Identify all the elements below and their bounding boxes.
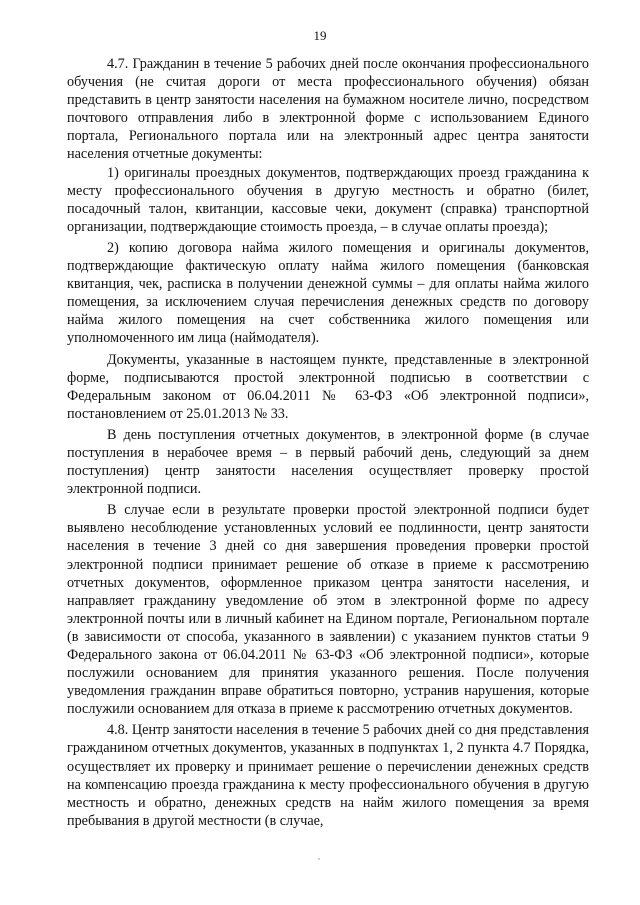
paragraph-electronic-signature: Документы, указанные в настоящем пункте, представленные в электронной форме, подписываются простой электронной подписью в соответствии с Федеральным законом от 06.04.2011 № 63-ФЗ «Об электронной подписи», постановлением от 25.01.2013 № 33. bbox=[67, 351, 589, 422]
paragraph-verification-failure: В случае если в результате проверки простой электронной подписи будет выявлено несоблюдение установленных условий ее подлинности, центр занятости населения в течение 3 дней со дня завершения проведения проверки простой электронной подписи принимает решение об отказе в приеме к рассмотрению отчетных документов, оформленное приказом центра занятости населения, и направляет гражданину уведомление об этом в электронной форме по адресу электронной почты или в личный кабинет на Едином портале, Региональном портале (в зависимости от способа, указанного в заявлении) с указанием пунктов статьи 9 Федерального закона от 06.04.2011 № 63-ФЗ «Об электронной подписи», которые послужили основанием для принятия указанного решения. После получения уведомления гражданин вправе обратиться повторно, устранив нарушения, которые послужили основанием для отказа в приеме к рассмотрению отчетных документов. bbox=[67, 502, 589, 718]
page-number: 19 bbox=[313, 28, 327, 43]
paragraph-4-7-item-1: 1) оригиналы проездных документов, подтверждающих проезд гражданина к месту профессионального обучения в другую местность и обратно (билет, посадочный талон, квитанции, кассовые чеки, документ (справка) транспортной организации, подтверждающие стоимость проезда, – в случае оплаты проезда); bbox=[67, 164, 589, 235]
scan-artifact-dot bbox=[318, 858, 320, 860]
paragraph-4-7-item-2: 2) копию договора найма жилого помещения и оригиналы документов, подтверждающие фактическую оплату найма жилого помещения (банковская квитанция, чек, расписка в получении денежной суммы – для оплаты найма жилого помещения, за исключением случая перечисления денежных средств по договору найма жилого помещения на счет собственника жилого помещения или уполномоченного им лица (наймодателя). bbox=[67, 239, 589, 347]
document-body bbox=[67, 55, 589, 830]
paragraph-verification-day: В день поступления отчетных документов, в электронной форме (в случае поступления в нерабочее время – в первый рабочий день, следующий за днем поступления) центр занятости населения осуществляет проверку простой электронной подписи. bbox=[67, 426, 589, 498]
paragraph-4-7: 4.7. Гражданин в течение 5 рабочих дней после окончания профессионального обучения (не считая дороги от места профессионального обучения) обязан представить в центр занятости населения на бумажном носителе лично, посредством почтового отправления либо в электронной форме с использованием Единого портала, Регионального портала или на электронный адрес центра занятости населения отчетные документы: bbox=[67, 56, 589, 163]
paragraph-4-8: 4.8. Центр занятости населения в течение 5 рабочих дней со дня представления гражданином отчетных документов, указанных в подпунктах 1, 2 пункта 4.7 Порядка, осуществляет их проверку и принимает решение о перечислении денежных средств на компенсацию проезда гражданина к месту профессионального обучения в другую местность и обратно, денежных средств на найм жилого помещения за время пребывания в другой местности (в случае, bbox=[67, 722, 589, 829]
